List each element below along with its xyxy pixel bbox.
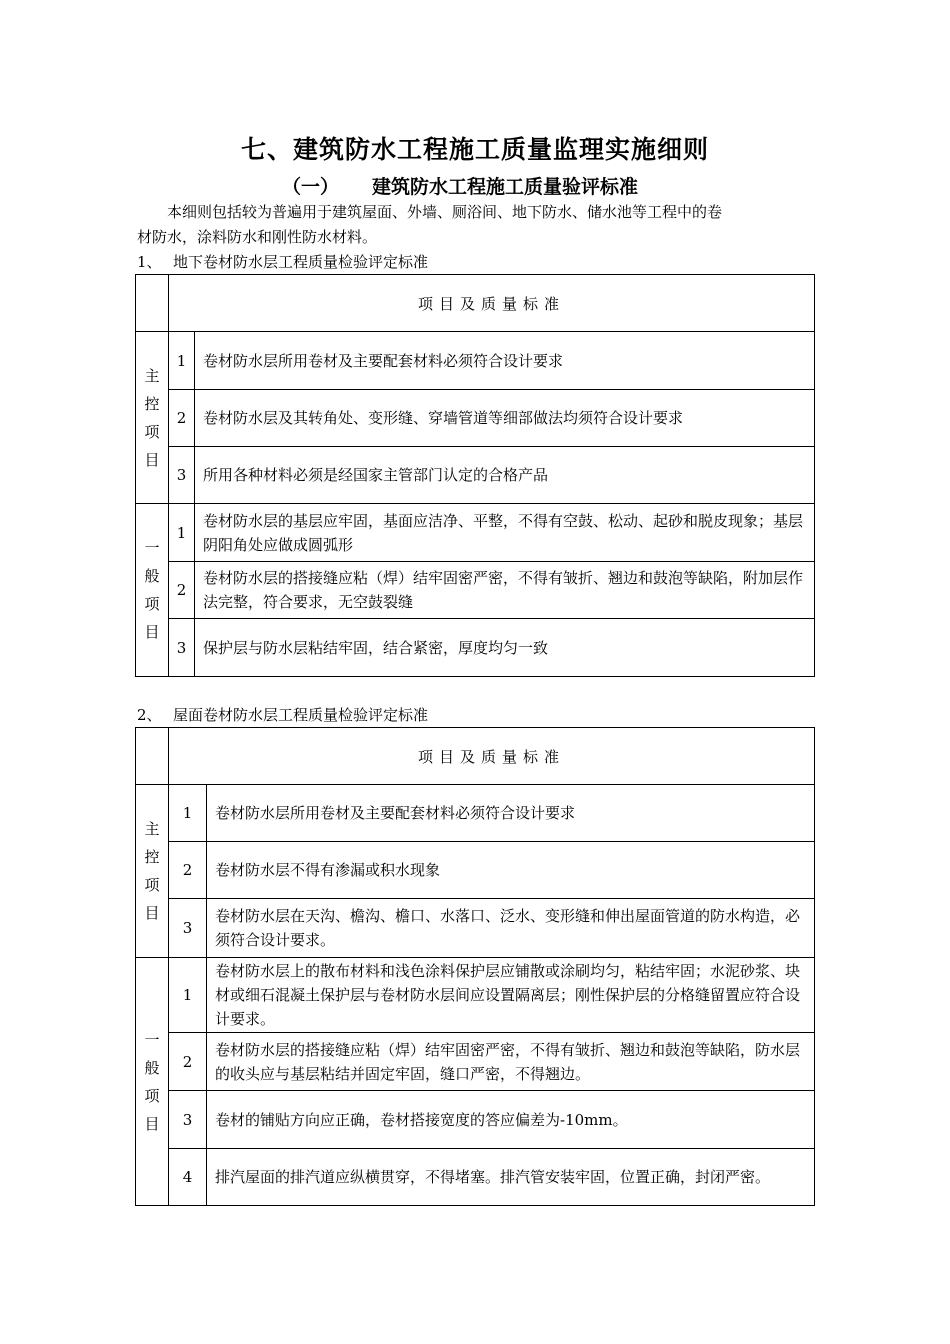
table-2-main-text: 卷材防水层在天沟、檐沟、檐口、水落口、泛水、变形缝和伸出屋面管道的防水构造，必须符合设计要求。	[207, 899, 815, 958]
intro-line-2: 材防水，涂料防水和刚性防水材料。	[137, 228, 378, 246]
section-2-heading: 屋面卷材防水层工程质量检验评定标准	[173, 706, 429, 724]
table-2-corner-cell	[136, 728, 169, 785]
table-roof-waterproofing	[135, 727, 815, 1206]
table-2-general-category: 一 般 项 目	[136, 958, 169, 1206]
table-1-header: 项目及质量标准	[169, 275, 815, 332]
table-2-header: 项目及质量标准	[169, 728, 815, 785]
table-1-general-text: 卷材防水层的基层应牢固，基面应洁净、平整，不得有空鼓、松动、起砂和脱皮现象；基层阴阳角处应做成圆弧形	[195, 504, 815, 562]
table-1-main-text: 卷材防水层所用卷材及主要配套材料必须符合设计要求	[195, 332, 815, 390]
table-1-main-text: 所用各种材料必须是经国家主管部门认定的合格产品	[195, 447, 815, 504]
intro-paragraph	[137, 200, 817, 250]
table-2-general-no: 2	[169, 1033, 207, 1091]
document-title: 七、建筑防水工程施工质量监理实施细则	[240, 135, 709, 164]
table-2-general-text: 排汽屋面的排汽道应纵横贯穿，不得堵塞。排汽管安装牢固，位置正确，封闭严密。	[207, 1149, 815, 1206]
table-1-main-no: 3	[169, 447, 195, 504]
section-2-number: 2、	[137, 706, 162, 724]
table-1-general-text: 保护层与防水层粘结牢固，结合紧密，厚度均匀一致	[195, 619, 815, 677]
table-2-main-no: 3	[169, 899, 207, 958]
table-1-main-category: 主 控 项 目	[136, 332, 169, 504]
table-2-main-text: 卷材防水层不得有渗漏或积水现象	[207, 842, 815, 899]
table-2-general-no: 4	[169, 1149, 207, 1206]
subtitle-number: （一）	[282, 176, 340, 198]
table-1-general-no: 2	[169, 562, 195, 619]
table-underground-waterproofing	[135, 274, 815, 677]
table-1-main-text: 卷材防水层及其转角处、变形缝、穿墙管道等细部做法均须符合设计要求	[195, 390, 815, 447]
section-1-title	[137, 251, 428, 272]
table-2-main-no: 2	[169, 842, 207, 899]
table-2-general-text: 卷材防水层的搭接缝应粘（焊）结牢固密严密，不得有皱折、翘边和鼓泡等缺陷，防水层的收头应与基层粘结并固定牢固，缝口严密，不得翘边。	[207, 1033, 815, 1091]
table-1-general-no: 1	[169, 504, 195, 562]
table-1-main-no: 1	[169, 332, 195, 390]
table-1-main-no: 2	[169, 390, 195, 447]
section-1-heading: 地下卷材防水层工程质量检验评定标准	[173, 253, 429, 271]
table-1-corner-cell	[136, 275, 169, 332]
intro-line-1: 本细则包括较为普遍用于建筑屋面、外墙、厕浴间、地下防水、储水池等工程中的卷	[167, 203, 723, 221]
section-1-number: 1、	[137, 253, 162, 271]
table-2-general-no: 3	[169, 1091, 207, 1149]
table-2-main-category: 主 控 项 目	[136, 785, 169, 958]
table-1-general-no: 3	[169, 619, 195, 677]
subtitle-text: 建筑防水工程施工质量验评标准	[372, 176, 639, 198]
table-2-main-no: 1	[169, 785, 207, 842]
table-2-general-text: 卷材的铺贴方向应正确，卷材搭接宽度的答应偏差为-10mm。	[207, 1091, 815, 1149]
table-2-general-text: 卷材防水层上的散布材料和浅色涂料保护层应铺散或涂刷均匀，粘结牢固；水泥砂浆、块材或细石混凝土保护层与卷材防水层间应设置隔离层；刚性保护层的分格缝留置应符合设计要求。	[207, 958, 815, 1033]
section-2-title	[137, 704, 428, 725]
table-2-main-text: 卷材防水层所用卷材及主要配套材料必须符合设计要求	[207, 785, 815, 842]
table-1-general-text: 卷材防水层的搭接缝应粘（焊）结牢固密严密，不得有皱折、翘边和鼓泡等缺陷，附加层作法完整，符合要求，无空鼓裂缝	[195, 562, 815, 619]
table-1-general-category: 一 般 项 目	[136, 504, 169, 677]
table-2-general-no: 1	[169, 958, 207, 1033]
